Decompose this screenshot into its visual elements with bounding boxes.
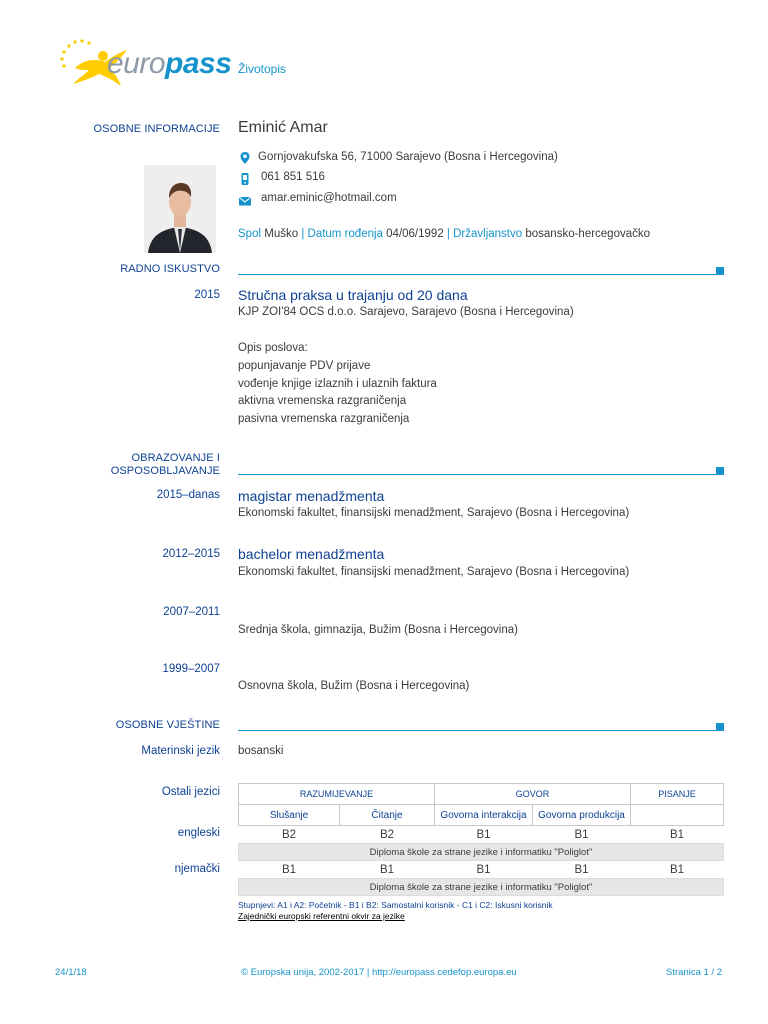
logo-pass-text: pass (165, 47, 232, 80)
table-row (239, 844, 724, 861)
phone-icon (238, 172, 252, 186)
education-title: bachelor menadžmenta (238, 546, 385, 562)
profile-photo (144, 165, 216, 253)
gender-label: Spol (238, 228, 262, 240)
separator: | (301, 228, 305, 240)
level-cell: B1 (476, 863, 491, 876)
dob-label: Datum rođenja (307, 228, 383, 240)
language-name: njemački (174, 863, 220, 875)
experience-desc-item: pasivna vremenska razgraničenja (238, 413, 410, 425)
experience-desc-item: vođenje knjige izlaznih i ulaznih faktura (238, 378, 437, 390)
column-group-understanding: RAZUMIJEVANJE (239, 784, 435, 805)
education-org: Ekonomski fakultet, finansijski menadžment, Sarajevo (Bosna i Hercegovina) (238, 566, 630, 578)
level-cell: B1 (574, 828, 589, 841)
europass-logo (55, 38, 250, 90)
level-cell: B2 (281, 828, 297, 841)
nationality-value: bosansko-hercegovačko (525, 228, 651, 240)
section-label-experience: RADNO ISKUSTVO (120, 263, 220, 275)
phone: 061 851 516 (261, 171, 325, 183)
level-cell: B1 (476, 828, 491, 841)
section-divider-square (716, 267, 724, 275)
section-divider (238, 730, 718, 731)
section-label-education (111, 452, 220, 478)
section-label-personal: OSOBNE INFORMACIJE (93, 123, 220, 135)
experience-employer: KJP ZOI'84 OCS d.o.o. Sarajevo, Sarajevo (Bosna i Hercegovina) (238, 306, 574, 318)
table-header-row (239, 784, 724, 805)
certificate-cell: Diploma škole za strane jezike i informatiku "Poliglot" (239, 879, 724, 896)
other-languages-label: Ostali jezici (161, 786, 220, 798)
level-cell: B2 (379, 828, 395, 841)
experience-title: Stručna praksa u trajanju od 20 dana (238, 287, 468, 303)
experience-desc-item: popunjavanje PDV prijave (238, 360, 371, 372)
levels-legend: Stupnjevi: A1 i A2: Početnik - B1 i B2: Samostalni korisnik - C1 i C2: Iskusni korisnik (238, 900, 553, 910)
column-group-speaking: GOVOR (435, 784, 631, 805)
footer-copyright: © Europska unija, 2002-2017 | http://europass.cedefop.europa.eu (241, 967, 517, 978)
separator: | (446, 228, 450, 240)
level-cell: B1 (379, 863, 395, 876)
column-group-writing: PISANJE (631, 784, 724, 805)
experience-date: 2015 (194, 289, 220, 301)
nationality-label: Državljanstvo (453, 228, 523, 240)
education-date: 2015–danas (156, 489, 220, 501)
education-title: magistar menadžmenta (238, 488, 385, 504)
location-icon (238, 151, 252, 165)
personal-details-line (238, 228, 650, 240)
column-reading: Čitanje (340, 805, 435, 826)
section-label-education-line2: OSPOSOBLJAVANJE (110, 465, 220, 477)
level-cell: B1 (669, 828, 685, 841)
level-cell: B1 (281, 863, 297, 876)
language-name: engleski (177, 827, 220, 839)
dob-value: 04/06/1992 (386, 228, 444, 240)
cefr-link[interactable]: Zajednički europski referentni okvir za jezike (238, 911, 405, 921)
email-link[interactable]: amar.eminic@hotmail.com (261, 192, 397, 204)
section-divider-square (716, 467, 724, 475)
logo-euro-text: euro (107, 47, 166, 80)
education-date: 2012–2015 (162, 548, 220, 560)
section-label-education-line1: OBRAZOVANJE I (131, 452, 220, 464)
footer-date: 24/1/18 (55, 967, 87, 978)
footer-page-number: Stranica 1 / 2 (666, 967, 722, 978)
column-spoken-interaction: Govorna interakcija (435, 805, 533, 826)
table-row (239, 861, 724, 879)
mother-tongue-label: Materinski jezik (141, 745, 220, 757)
section-divider (238, 274, 718, 275)
level-cell: B1 (574, 863, 589, 876)
education-date: 2007–2011 (163, 606, 220, 618)
education-org: Ekonomski fakultet, finansijski menadžment, Sarajevo (Bosna i Hercegovina) (238, 507, 630, 519)
experience-desc-item: aktivna vremenska razgraničenja (238, 395, 407, 407)
level-cell: B1 (669, 863, 685, 876)
education-date: 1999–2007 (162, 663, 220, 675)
certificate-cell: Diploma škole za strane jezike i informatiku "Poliglot" (239, 844, 724, 861)
section-divider-square (716, 723, 724, 731)
table-row (239, 879, 724, 896)
column-listening: Slušanje (239, 805, 340, 826)
mother-tongue-value: bosanski (238, 745, 284, 757)
language-skills-table (238, 783, 724, 896)
section-divider (238, 474, 718, 475)
full-name: Eminić Amar (238, 119, 328, 136)
experience-desc-heading: Opis poslova: (238, 342, 308, 354)
gender-value: Muško (264, 228, 299, 240)
address: Gornjovakufska 56, 71000 Sarajevo (Bosna i Hercegovina) (258, 151, 558, 163)
email-icon (238, 194, 252, 208)
table-subheader-row (239, 805, 724, 826)
document-title: Životopis (238, 62, 287, 76)
education-org: Osnovna škola, Bužim (Bosna i Hercegovina) (238, 680, 470, 692)
education-org: Srednja škola, gimnazija, Bužim (Bosna i Hercegovina) (238, 624, 518, 636)
column-writing (631, 805, 724, 826)
table-row (239, 826, 724, 844)
column-spoken-production: Govorna produkcija (533, 805, 631, 826)
section-label-skills: OSOBNE VJEŠTINE (115, 719, 220, 731)
